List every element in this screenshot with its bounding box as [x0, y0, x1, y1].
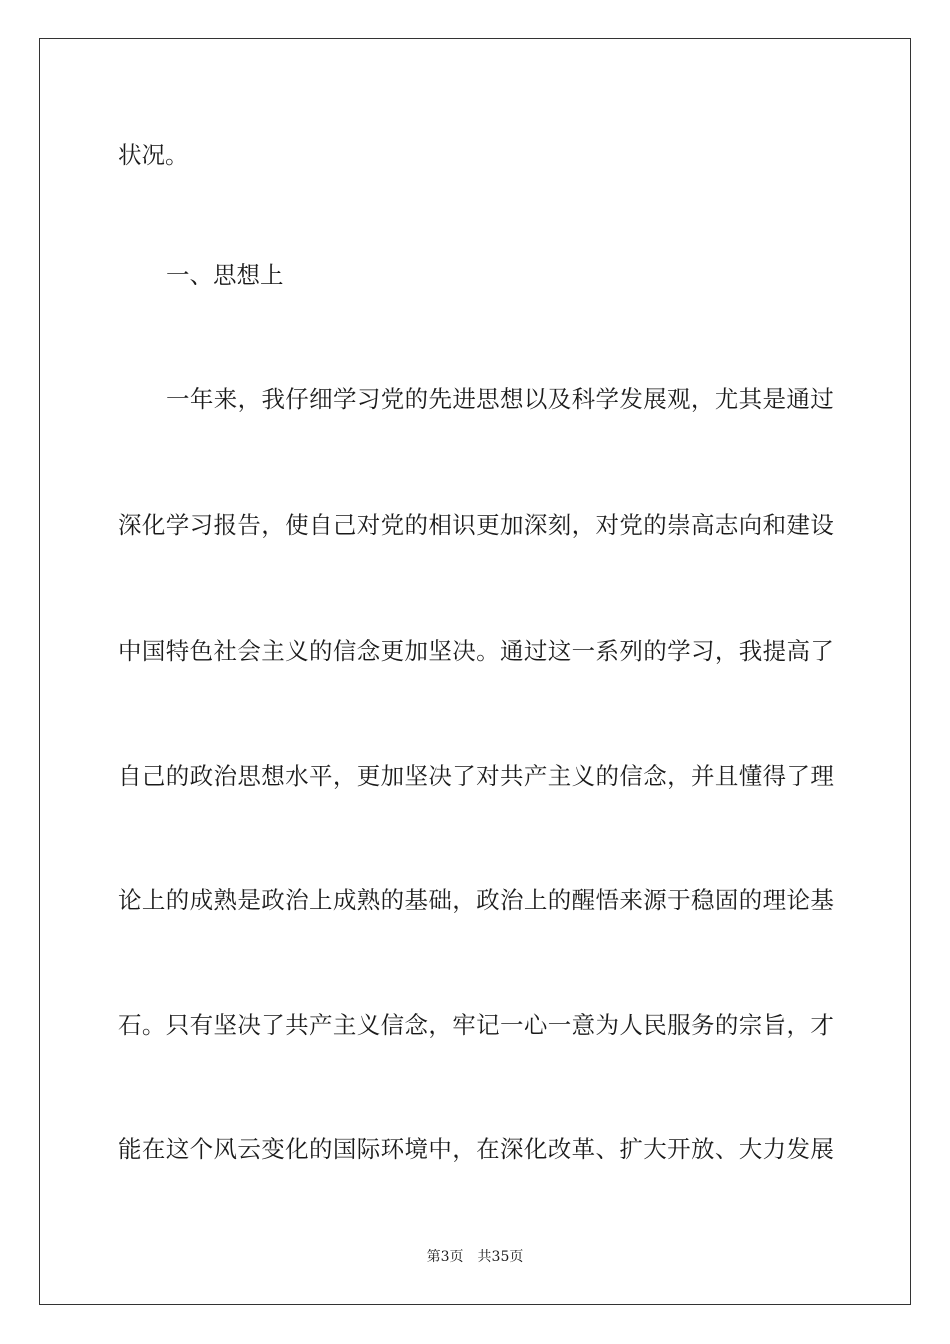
paragraph-line-5: 中 国 特 色 社 会 主 义 的 信 念 更 加 坚 决 。 通 过 这 一 系 列 的 学 习 ， 我 提 高 了: [118, 637, 834, 665]
section-heading: 一、思想上: [166, 261, 284, 289]
page-border: [39, 38, 911, 1305]
page-total: 共35页: [477, 1249, 524, 1265]
paragraph-line-7: 论 上 的 成 熟 是 政 治 上 成 熟 的 基 础 ， 政 治 上 的 醒 悟 来 源 于 稳 固 的 理 论 基: [118, 886, 834, 914]
page-footer: [0, 1247, 950, 1267]
page-number: 第3页: [426, 1249, 464, 1265]
paragraph-line-8: 石 。 只 有 坚 决 了 共 产 主 义 信 念 ， 牢 记 一 心 一 意 为 人 民 服 务 的 宗 旨 ， 才: [118, 1011, 834, 1039]
paragraph-line-4: 深 化 学 习 报 告 ， 使 自 己 对 党 的 相 识 更 加 深 刻 ， 对 党 的 崇 高 志 向 和 建 设: [118, 511, 834, 539]
paragraph-line-3: 一 年 来 ， 我 仔 细 学 习 党 的 先 进 思 想 以 及 科 学 发 展 观 ， 尤 其 是 通 过: [166, 385, 834, 413]
paragraph-line-1: 状况。: [118, 141, 189, 169]
paragraph-line-6: 自 己 的 政 治 思 想 水 平 ， 更 加 坚 决 了 对 共 产 主 义 的 信 念 ， 并 且 懂 得 了 理: [118, 762, 834, 790]
paragraph-line-9: 能 在 这 个 风 云 变 化 的 国 际 环 境 中 ， 在 深 化 改 革 、 扩 大 开 放 、 大 力 发 展: [118, 1135, 834, 1163]
